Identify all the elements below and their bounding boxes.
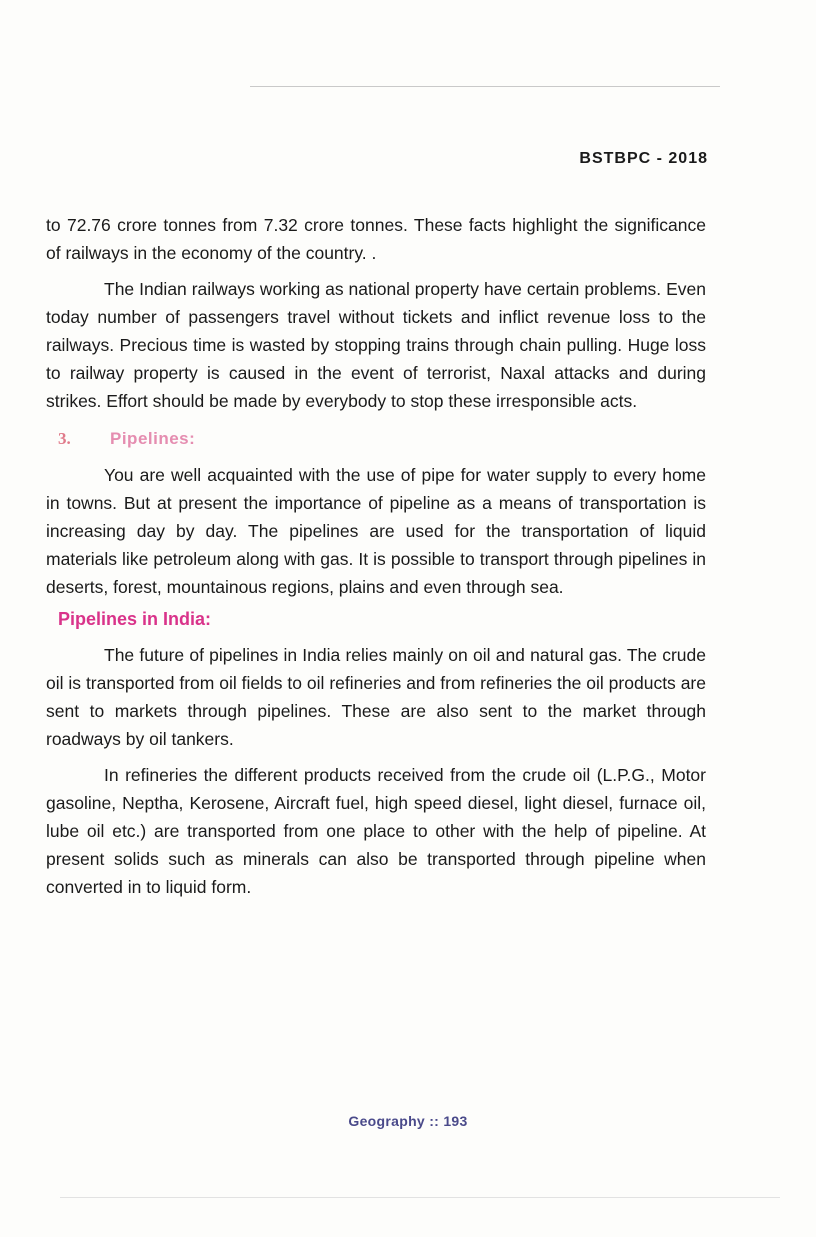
document-code: BSTBPC - 2018 bbox=[579, 150, 708, 167]
section-heading-pipelines bbox=[46, 425, 706, 453]
bottom-divider bbox=[60, 1197, 780, 1198]
section-number: 3. bbox=[58, 429, 71, 448]
paragraph-pipelines-intro: You are well acquainted with the use of pipe for water supply to every home in towns. But at present the importance of pipeline as a means of transportation is increasing day by day. The pipelines are used for the transportation of liquid materials like petroleum along with gas. It is possible to transport through pipelines in deserts, forest, mountainous regions, plains and even through sea. bbox=[46, 465, 706, 597]
section-title: Pipelines: bbox=[110, 429, 196, 448]
top-divider bbox=[250, 86, 720, 87]
paragraph-refinery-products: In refineries the different products received from the crude oil (L.P.G., Motor gasoline, Neptha, Kerosene, Aircraft fuel, high speed diesel, light diesel, furnace oil, lube oil etc.) are transported from one place to other with the help of pipeline. At present solids such as minerals can also be transported through pipeline when converted in to liquid form. bbox=[46, 765, 706, 897]
page-body bbox=[46, 211, 706, 901]
page-footer: Geography :: 193 bbox=[348, 1113, 468, 1129]
subheading-pipelines-in-india: Pipelines in India: bbox=[58, 609, 212, 629]
paragraph-pipelines-future: The future of pipelines in India relies mainly on oil and natural gas. The crude oil is transported from oil fields to oil refineries and from refineries the oil products are sent to markets through pipelines. These are also sent to the market through roadways by oil tankers. bbox=[46, 645, 706, 749]
paragraph-railways-significance: to 72.76 crore tonnes from 7.32 crore tonnes. These facts highlight the significance of railways in the economy of the country. . bbox=[46, 215, 706, 263]
paragraph-railway-problems: The Indian railways working as national property have certain problems. Even today number of passengers travel without tickets and inflict revenue loss to the railways. Precious time is wasted by stopping trains through chain pulling. Huge loss to railway property is caused in the event of terrorist, Naxal attacks and during strikes. Effort should be made by everybody to stop these irresponsible acts. bbox=[46, 279, 706, 411]
